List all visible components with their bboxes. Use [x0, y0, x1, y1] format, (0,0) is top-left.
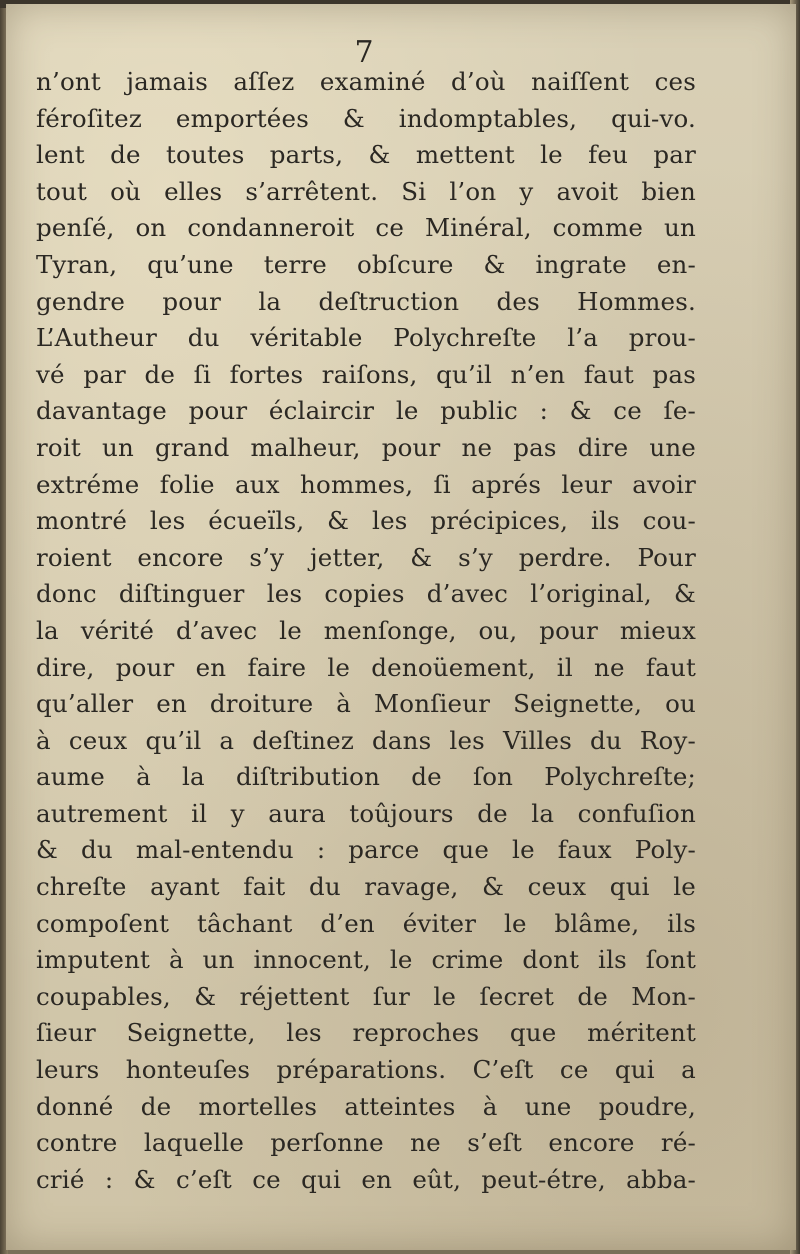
body-text	[36, 64, 696, 1198]
text-line: ſieur Seignette, les reproches que méritent	[36, 1018, 696, 1048]
text-line: Tyran, qu’une terre obſcure & ingrate en-	[36, 249, 696, 279]
text-line: & du mal-entendu : parce que le faux Poly-	[36, 835, 696, 865]
page-number: 7	[354, 35, 374, 70]
text-line: aume à la diſtribution de ſon Polychreſte;	[36, 762, 696, 792]
text-line: roient encore s’y jetter, & s’y perdre. Pour	[36, 542, 696, 572]
text-line: qu’aller en droiture à Monſieur Seignette, ou	[36, 689, 696, 719]
text-line: roit un grand malheur, pour ne pas dire une	[36, 432, 696, 462]
text-line: n’ont jamais aſſez examiné d’où naiſſent ces	[36, 67, 696, 96]
text-line: donné de mortelles atteintes à une poudre,	[36, 1091, 696, 1121]
text-line: vé par de ſi fortes raiſons, qu’il n’en faut pas	[36, 359, 696, 389]
text-line: lent de toutes parts, & mettent le feu par	[36, 140, 696, 170]
text-line: montré les écueïls, & les précipices, ils cou-	[36, 506, 696, 536]
text-line: contre laquelle perſonne ne s’eſt encore ré-	[36, 1128, 696, 1158]
text-line: coupables, & réjettent ſur le ſecret de Mon-	[36, 981, 696, 1011]
text-line: à ceux qu’il a deſtinez dans les Villes du Roy-	[36, 725, 696, 755]
text-line: chreſte ayant fait du ravage, & ceux qui le	[36, 872, 696, 902]
text-line: imputent à un innocent, le crime dont ils ſont	[36, 945, 696, 975]
text-line: davantage pour éclaircir le public : & ce ſe-	[36, 396, 696, 426]
text-line: gendre pour la deſtruction des Hommes.	[36, 286, 696, 316]
text-line: dire, pour en faire le denoüement, il ne faut	[36, 652, 696, 682]
text-line: penſé, on condanneroit ce Minéral, comme un	[36, 213, 696, 243]
text-line: féroſitez emportées & indomptables, qui-vo.	[36, 103, 696, 133]
text-line: la vérité d’avec le menſonge, ou, pour mieux	[36, 615, 696, 645]
book-page	[6, 4, 796, 1250]
text-line: L’Autheur du véritable Polychreſte l’a prou-	[36, 323, 696, 353]
text-line: donc diſtinguer les copies d’avec l’original, &	[36, 579, 696, 609]
text-line: extréme folie aux hommes, ſi aprés leur avoir	[36, 469, 696, 499]
text-line: compoſent tâchant d’en éviter le blâme, ils	[36, 908, 696, 938]
text-line: autrement il y aura toûjours de la confuſion	[36, 798, 696, 828]
text-line: tout où elles s’arrêtent. Si l’on y avoit bien	[36, 176, 696, 206]
text-line: leurs honteuſes préparations. C’eſt ce qui a	[36, 1055, 696, 1085]
text-line: crié : & c’eſt ce qui en eût, peut-étre, abba-	[36, 1164, 696, 1194]
